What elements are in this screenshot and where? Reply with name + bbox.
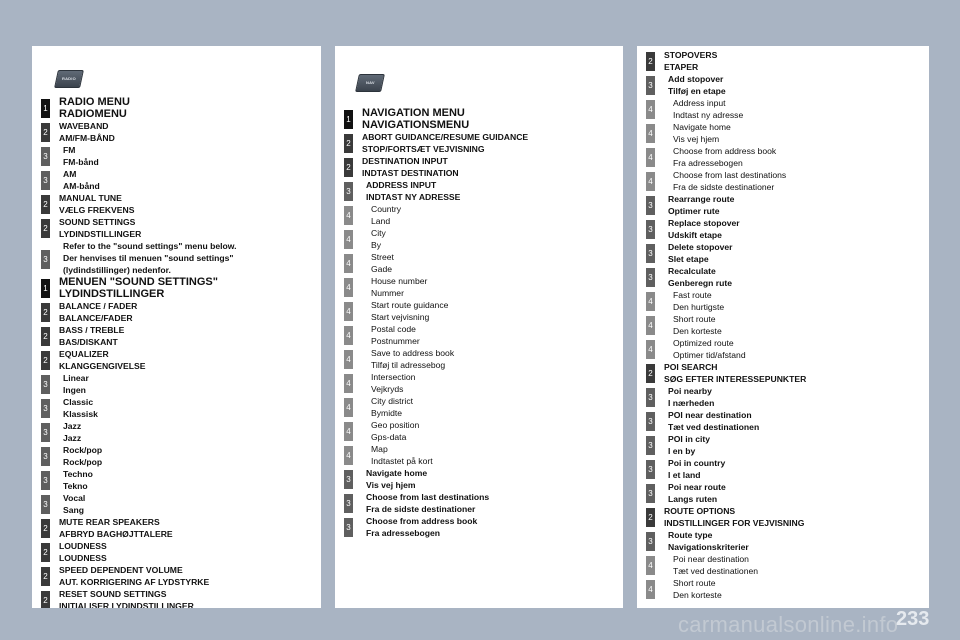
menu-item-text xyxy=(668,217,740,241)
menu-item-line: Tekno xyxy=(63,481,88,491)
level-badge: 4 xyxy=(344,302,353,321)
menu-item-line: AM-bånd xyxy=(63,181,100,191)
menu-item-line: WAVEBAND xyxy=(59,121,109,131)
level-badge: 3 xyxy=(41,495,50,514)
level-badge: 2 xyxy=(41,567,50,586)
menu-item-line: BALANCE / FADER xyxy=(59,301,138,311)
menu-item-line: STOPOVERS xyxy=(664,50,718,60)
level-badge: 2 xyxy=(41,195,50,214)
menu-item-line: Langs ruten xyxy=(668,494,718,504)
menu-item-text xyxy=(63,396,98,420)
menu-item-line: I en by xyxy=(668,446,696,456)
menu-item-line: Den korteste xyxy=(673,590,722,600)
level-badge: 3 xyxy=(646,388,655,407)
menu-item-text xyxy=(673,313,722,337)
menu-item-text xyxy=(59,564,209,588)
menu-item-text xyxy=(63,420,81,444)
menu-item-text xyxy=(59,192,134,216)
menu-item-line: Navigate home xyxy=(366,468,428,478)
level-badge: 3 xyxy=(646,436,655,455)
menu-item-text xyxy=(371,347,454,371)
menu-item-line: (lydindstillinger) nedenfor. xyxy=(63,265,171,275)
menu-item-line: Choose from address book xyxy=(673,146,777,156)
level-badge: 3 xyxy=(41,147,50,166)
menu-item-line: Save to address book xyxy=(371,348,455,358)
level-badge: 3 xyxy=(646,532,655,551)
menu-item-text xyxy=(59,96,130,120)
level-badge: 2 xyxy=(646,364,655,383)
nav-button-label: NAV xyxy=(365,80,375,85)
menu-item-text xyxy=(664,49,717,73)
level-badge: 4 xyxy=(646,292,655,311)
menu-item-line: LOUDNESS xyxy=(59,553,107,563)
menu-item-line: MANUAL TUNE xyxy=(59,193,122,203)
level-badge: 2 xyxy=(344,158,353,177)
level-badge: 2 xyxy=(41,351,50,370)
menu-item-line: NAVIGATIONSMENU xyxy=(362,119,470,131)
menu-item-text xyxy=(668,241,732,265)
menu-item-text xyxy=(63,144,99,168)
menu-item-line: KLANGGENGIVELSE xyxy=(59,361,146,371)
menu-item-line: Klassisk xyxy=(63,409,98,419)
menu-item-line: Vejkryds xyxy=(371,384,404,394)
level-badge: 4 xyxy=(344,350,353,369)
menu-item-text xyxy=(59,120,115,144)
menu-item-line: Choose from last destinations xyxy=(366,492,490,502)
menu-item-line: INDTAST NY ADRESSE xyxy=(366,192,461,202)
menu-item-text xyxy=(371,203,401,227)
level-badge: 3 xyxy=(41,471,50,490)
menu-item-text xyxy=(371,323,420,347)
menu-item-text xyxy=(59,276,218,300)
level-badge: 3 xyxy=(646,460,655,479)
menu-item-line: Fra adressebogen xyxy=(366,528,441,538)
level-badge: 4 xyxy=(646,148,655,167)
menu-item-text xyxy=(371,443,433,467)
menu-item-line: Optimized route xyxy=(673,338,734,348)
menu-item-line: SOUND SETTINGS xyxy=(59,217,136,227)
level-badge: 1 xyxy=(41,279,50,298)
watermark: carmanualsonline.info xyxy=(678,612,899,637)
menu-item-text xyxy=(63,492,85,516)
menu-item-line: EQUALIZER xyxy=(59,349,109,359)
menu-item-line: Delete stopover xyxy=(668,242,733,252)
menu-item-text xyxy=(59,348,145,372)
radio-menu-panel xyxy=(32,46,321,608)
menu-item-line: Postal code xyxy=(371,324,416,334)
menu-item-text xyxy=(59,540,107,564)
menu-item-line: Nummer xyxy=(371,288,404,298)
menu-item-text xyxy=(664,361,806,385)
menu-item-line: LYDINDSTILLINGER xyxy=(59,288,165,300)
menu-item-text xyxy=(668,385,714,409)
menu-item-text xyxy=(673,97,743,121)
menu-item-text xyxy=(673,577,722,601)
menu-item-text xyxy=(362,131,528,155)
menu-item-text xyxy=(668,481,726,505)
navigation-menu-continued-panel xyxy=(637,46,929,608)
menu-item-line: Vis vej hjem xyxy=(673,134,720,144)
menu-item-line: BAS/DISKANT xyxy=(59,337,118,347)
nav-button-icon xyxy=(355,74,385,92)
menu-item-line: Intersection xyxy=(371,372,416,382)
level-badge: 2 xyxy=(41,303,50,322)
level-badge: 3 xyxy=(41,375,50,394)
menu-item-line: FM-bånd xyxy=(63,157,99,167)
level-badge: 3 xyxy=(41,250,50,269)
menu-item-line: Optimer tid/afstand xyxy=(673,350,746,360)
menu-item-line: Start vejvisning xyxy=(371,312,430,322)
menu-item-line: NAVIGATION MENU xyxy=(362,107,465,119)
menu-item-line: Rearrange route xyxy=(668,194,735,204)
menu-item-line: Replace stopover xyxy=(668,218,740,228)
navigation-menu-panel xyxy=(335,46,623,608)
menu-item-line: Fra adressebogen xyxy=(673,158,743,168)
menu-item-line: Jazz xyxy=(63,421,82,431)
menu-item-line: VÆLG FREKVENS xyxy=(59,205,135,215)
level-badge: 3 xyxy=(646,196,655,215)
menu-item-line: Techno xyxy=(63,469,93,479)
menu-item-line: Ingen xyxy=(63,385,86,395)
menu-item-text xyxy=(59,300,137,324)
level-badge: 3 xyxy=(41,423,50,442)
radio-button-label: RADIO xyxy=(62,76,76,81)
menu-item-text xyxy=(59,216,141,240)
menu-item-text xyxy=(673,289,724,313)
radio-button-icon xyxy=(54,70,84,88)
menu-item-line: POI near destination xyxy=(668,410,752,420)
level-badge: 3 xyxy=(344,182,353,201)
level-badge: 3 xyxy=(41,399,50,418)
menu-item-text xyxy=(673,169,786,193)
menu-item-line: AUT. KORRIGERING AF LYDSTYRKE xyxy=(59,577,210,587)
level-badge: 4 xyxy=(344,230,353,249)
level-badge: 1 xyxy=(41,99,50,118)
menu-item-line: RESET SOUND SETTINGS xyxy=(59,589,167,599)
level-badge: 3 xyxy=(646,484,655,503)
menu-item-line: ROUTE OPTIONS xyxy=(664,506,736,516)
menu-item-text xyxy=(59,588,194,608)
level-badge: 4 xyxy=(646,100,655,119)
menu-item-text xyxy=(668,409,759,433)
menu-item-text xyxy=(668,193,734,217)
menu-item-text xyxy=(668,265,732,289)
menu-item-line: Short route xyxy=(673,314,716,324)
level-badge: 3 xyxy=(646,76,655,95)
menu-item-text xyxy=(362,107,469,131)
level-badge: 3 xyxy=(344,494,353,513)
menu-item-line: Choose from address book xyxy=(366,516,478,526)
menu-item-line: POI in city xyxy=(668,434,711,444)
menu-item-line: Postnummer xyxy=(371,336,420,346)
menu-item-line: FM xyxy=(63,145,76,155)
level-badge: 3 xyxy=(344,518,353,537)
menu-item-text xyxy=(59,516,173,540)
menu-item-line: Map xyxy=(371,444,388,454)
menu-item-line: Udskift etape xyxy=(668,230,722,240)
menu-item-line: Den hurtigste xyxy=(673,302,725,312)
menu-item-line: Linear xyxy=(63,373,89,383)
level-badge: 4 xyxy=(344,374,353,393)
menu-item-line: ETAPER xyxy=(664,62,699,72)
menu-item-line: POI SEARCH xyxy=(664,362,718,372)
menu-item-line: Vocal xyxy=(63,493,86,503)
menu-item-line: ABORT GUIDANCE/RESUME GUIDANCE xyxy=(362,132,529,142)
menu-item-line: INDSTILLINGER FOR VEJVISNING xyxy=(664,518,805,528)
menu-item-line: Route type xyxy=(668,530,713,540)
menu-item-text xyxy=(366,179,460,203)
menu-item-text xyxy=(366,467,427,491)
menu-item-line: LYDINDSTILLINGER xyxy=(59,229,142,239)
level-badge: 4 xyxy=(646,124,655,143)
menu-item-line: Navigationskriterier xyxy=(668,542,749,552)
menu-item-line: Poi nearby xyxy=(668,386,712,396)
level-badge: 4 xyxy=(344,254,353,273)
menu-item-line: Add stopover xyxy=(668,74,724,84)
level-badge: 3 xyxy=(646,244,655,263)
menu-item-text xyxy=(371,371,415,395)
menu-item-line: LOUDNESS xyxy=(59,541,107,551)
menu-item-text xyxy=(668,457,725,481)
level-badge: 4 xyxy=(646,580,655,599)
menu-item-line: Den korteste xyxy=(673,326,722,336)
menu-item-line: STOP/FORTSÆT VEJVISNING xyxy=(362,144,485,154)
level-badge: 3 xyxy=(646,412,655,431)
menu-item-text xyxy=(371,419,419,443)
menu-item-line: Fra de sidste destinationer xyxy=(366,504,476,514)
menu-item-line: Gps-data xyxy=(371,432,407,442)
menu-item-line: Tilføj en etape xyxy=(668,86,726,96)
level-badge: 2 xyxy=(344,134,353,153)
menu-item-text xyxy=(63,444,102,468)
menu-item-line: Refer to the "sound settings" menu below. xyxy=(63,241,237,251)
level-badge: 4 xyxy=(646,316,655,335)
menu-item-text xyxy=(362,155,459,179)
menu-item-line: Rock/pop xyxy=(63,457,103,467)
level-badge: 4 xyxy=(344,398,353,417)
level-badge: 4 xyxy=(344,422,353,441)
level-badge: 3 xyxy=(41,447,50,466)
menu-item-text xyxy=(673,145,776,169)
menu-item-line: ADDRESS INPUT xyxy=(366,180,437,190)
level-badge: 4 xyxy=(344,326,353,345)
page-number: 233 xyxy=(896,608,930,630)
menu-item-text xyxy=(366,491,489,515)
menu-item-line: AM/FM-BÅND xyxy=(59,133,115,143)
level-badge: 4 xyxy=(646,172,655,191)
menu-item-text xyxy=(59,324,124,348)
menu-item-line: Country xyxy=(371,204,402,214)
menu-item-text xyxy=(371,275,427,299)
menu-item-line: City xyxy=(371,228,386,238)
menu-item-line: MENUEN "SOUND SETTINGS" xyxy=(59,276,218,288)
menu-item-line: SPEED DEPENDENT VOLUME xyxy=(59,565,183,575)
menu-item-text xyxy=(668,529,749,553)
level-badge: 3 xyxy=(646,220,655,239)
menu-item-text xyxy=(371,299,448,323)
menu-item-line: Land xyxy=(371,216,391,226)
menu-item-line: Choose from last destinations xyxy=(673,170,787,180)
menu-item-line: Fast route xyxy=(673,290,712,300)
menu-item-line: Fra de sidste destinationer xyxy=(673,182,775,192)
menu-item-line: Rock/pop xyxy=(63,445,103,455)
menu-item-line: RADIO MENU xyxy=(59,96,130,108)
menu-item-line: Address input xyxy=(673,98,726,108)
level-badge: 2 xyxy=(41,123,50,142)
menu-item-line: I et land xyxy=(668,470,701,480)
menu-item-line: Navigate home xyxy=(673,122,731,132)
menu-item-line: Tæt ved destinationen xyxy=(668,422,760,432)
menu-item-line: Der henvises til menuen "sound settings" xyxy=(63,253,234,263)
menu-item-text xyxy=(673,121,731,145)
menu-item-line: Short route xyxy=(673,578,716,588)
menu-item-line: Vis vej hjem xyxy=(366,480,416,490)
menu-item-line: Bymidte xyxy=(371,408,403,418)
menu-item-line: Classic xyxy=(63,397,94,407)
level-badge: 2 xyxy=(41,327,50,346)
level-badge: 4 xyxy=(344,278,353,297)
menu-item-line: Recalculate xyxy=(668,266,716,276)
menu-item-text xyxy=(63,372,89,396)
level-badge: 2 xyxy=(646,508,655,527)
menu-item-text xyxy=(673,553,758,577)
menu-item-line: Slet etape xyxy=(668,254,709,264)
level-badge: 2 xyxy=(41,543,50,562)
menu-item-line: Tilføj til adressebog xyxy=(371,360,446,370)
menu-item-line: City district xyxy=(371,396,414,406)
menu-item-line: AFBRYD BAGHØJTTALERE xyxy=(59,529,173,539)
menu-item-line: AM xyxy=(63,169,77,179)
level-badge: 1 xyxy=(344,110,353,129)
menu-item-text xyxy=(371,227,386,251)
menu-item-line: MUTE REAR SPEAKERS xyxy=(59,517,160,527)
menu-item-text xyxy=(664,505,804,529)
menu-item-line: BASS / TREBLE xyxy=(59,325,125,335)
menu-item-line: Poi near destination xyxy=(673,554,749,564)
menu-item-line: Jazz xyxy=(63,433,82,443)
menu-item-line: INDTAST DESTINATION xyxy=(362,168,459,178)
menu-item-text xyxy=(371,251,394,275)
menu-item-text xyxy=(63,240,237,276)
level-badge: 2 xyxy=(41,219,50,238)
menu-item-text xyxy=(668,433,710,457)
level-badge: 4 xyxy=(646,556,655,575)
menu-item-text xyxy=(668,73,726,97)
menu-item-line: Poi near route xyxy=(668,482,726,492)
level-badge: 2 xyxy=(41,519,50,538)
level-badge: 2 xyxy=(41,591,50,608)
level-badge: 4 xyxy=(646,340,655,359)
menu-item-text xyxy=(366,515,477,539)
level-badge: 3 xyxy=(646,268,655,287)
level-badge: 2 xyxy=(646,52,655,71)
menu-item-text xyxy=(63,468,93,492)
menu-item-line: INITIALISER LYDINDSTILLINGER xyxy=(59,601,194,608)
menu-item-line: Indtast ny adresse xyxy=(673,110,744,120)
menu-item-line: BALANCE/FADER xyxy=(59,313,133,323)
menu-item-line: Optimer rute xyxy=(668,206,720,216)
menu-item-line: DESTINATION INPUT xyxy=(362,156,448,166)
menu-item-line: Tæt ved destinationen xyxy=(673,566,759,576)
level-badge: 4 xyxy=(344,206,353,225)
menu-item-text xyxy=(673,337,746,361)
menu-item-line: Poi in country xyxy=(668,458,726,468)
level-badge: 4 xyxy=(344,446,353,465)
level-badge: 3 xyxy=(344,470,353,489)
menu-item-line: Geo position xyxy=(371,420,420,430)
menu-item-line: Genberegn rute xyxy=(668,278,732,288)
menu-item-line: SØG EFTER INTERESSEPUNKTER xyxy=(664,374,807,384)
menu-item-line: Gade xyxy=(371,264,393,274)
menu-item-line: Sang xyxy=(63,505,85,515)
menu-item-line: House number xyxy=(371,276,428,286)
menu-item-line: Start route guidance xyxy=(371,300,449,310)
menu-item-line: I nærheden xyxy=(668,398,715,408)
menu-item-line: By xyxy=(371,240,382,250)
menu-item-line: Indtastet på kort xyxy=(371,456,433,466)
menu-item-line: Street xyxy=(371,252,394,262)
menu-item-line: RADIOMENU xyxy=(59,108,127,120)
menu-item-text xyxy=(371,395,413,419)
menu-item-text xyxy=(63,168,100,192)
level-badge: 3 xyxy=(41,171,50,190)
